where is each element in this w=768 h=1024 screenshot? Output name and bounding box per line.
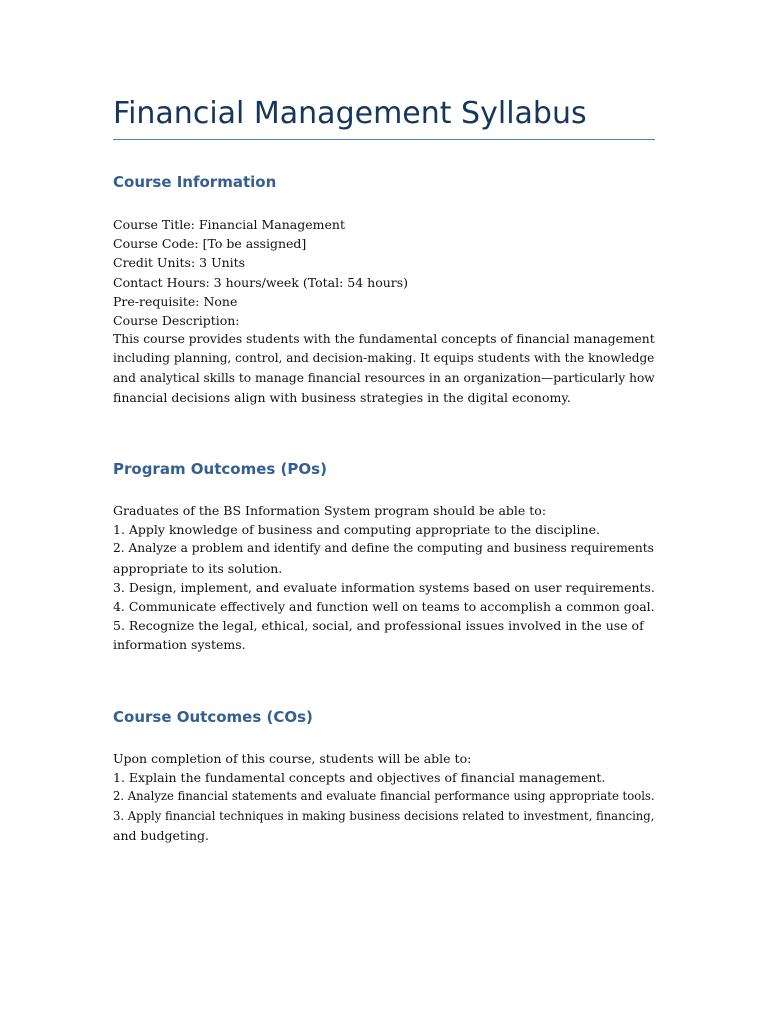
document-title: Financial Management Syllabus [113,96,587,131]
program-outcome-item: 1. Apply knowledge of business and computing appropriate to the discipline. [113,522,600,538]
credit-units-line: Credit Units: 3 Units [113,255,246,271]
program-outcome-item: 2. Analyze a problem and identify and define the computing and business requirements [113,541,654,556]
program-outcome-item-continuation: appropriate to its solution. [113,560,283,576]
program-outcome-item: 4. Communicate effectively and function well on teams to accomplish a common goal. [113,599,655,615]
course-information-body [113,215,655,407]
course-code-line: Course Code: [To be assigned] [113,236,307,252]
section-heading-course-outcomes: Course Outcomes (COs) [113,708,313,726]
course-title-line: Course Title: Financial Management [113,217,345,232]
course-outcome-item: 1. Explain the fundamental concepts and objectives of financial management. [113,770,606,786]
title-underline [113,139,655,140]
contact-hours-line: Contact Hours: 3 hours/week (Total: 54 hours) [113,274,409,290]
section-heading-course-information: Course Information [113,173,277,191]
course-outcomes-body [113,749,655,845]
program-outcomes-intro: Graduates of the BS Information System program should be able to: [113,503,547,518]
program-outcome-item: 5. Recognize the legal, ethical, social, and professional issues involved in the use of [113,618,644,634]
course-outcomes-intro: Upon completion of this course, students will be able to: [113,751,472,766]
course-outcome-item-continuation: and budgeting. [113,827,209,843]
program-outcomes-body [113,501,655,655]
course-description-text: and analytical skills to manage financial resources in an organization—particularly how [113,370,655,385]
course-description-label: Course Description: [113,313,240,329]
section-heading-program-outcomes: Program Outcomes (POs) [113,460,327,478]
course-description-text: This course provides students with the fundamental concepts of financial management [113,332,655,347]
prerequisite-line: Pre-requisite: None [113,293,238,309]
program-outcome-item: 3. Design, implement, and evaluate information systems based on user requirements. [113,579,655,595]
course-outcome-item: 2. Analyze financial statements and evaluate financial performance using appropriate tools. [113,789,655,804]
course-description-text: including planning, control, and decision-making. It equips students with the knowledge [113,351,655,366]
program-outcome-item-continuation: information systems. [113,637,246,653]
course-description-text: financial decisions align with business strategies in the digital economy. [113,389,571,405]
course-outcome-item: 3. Apply financial techniques in making business decisions related to investment, financing, [113,808,655,823]
